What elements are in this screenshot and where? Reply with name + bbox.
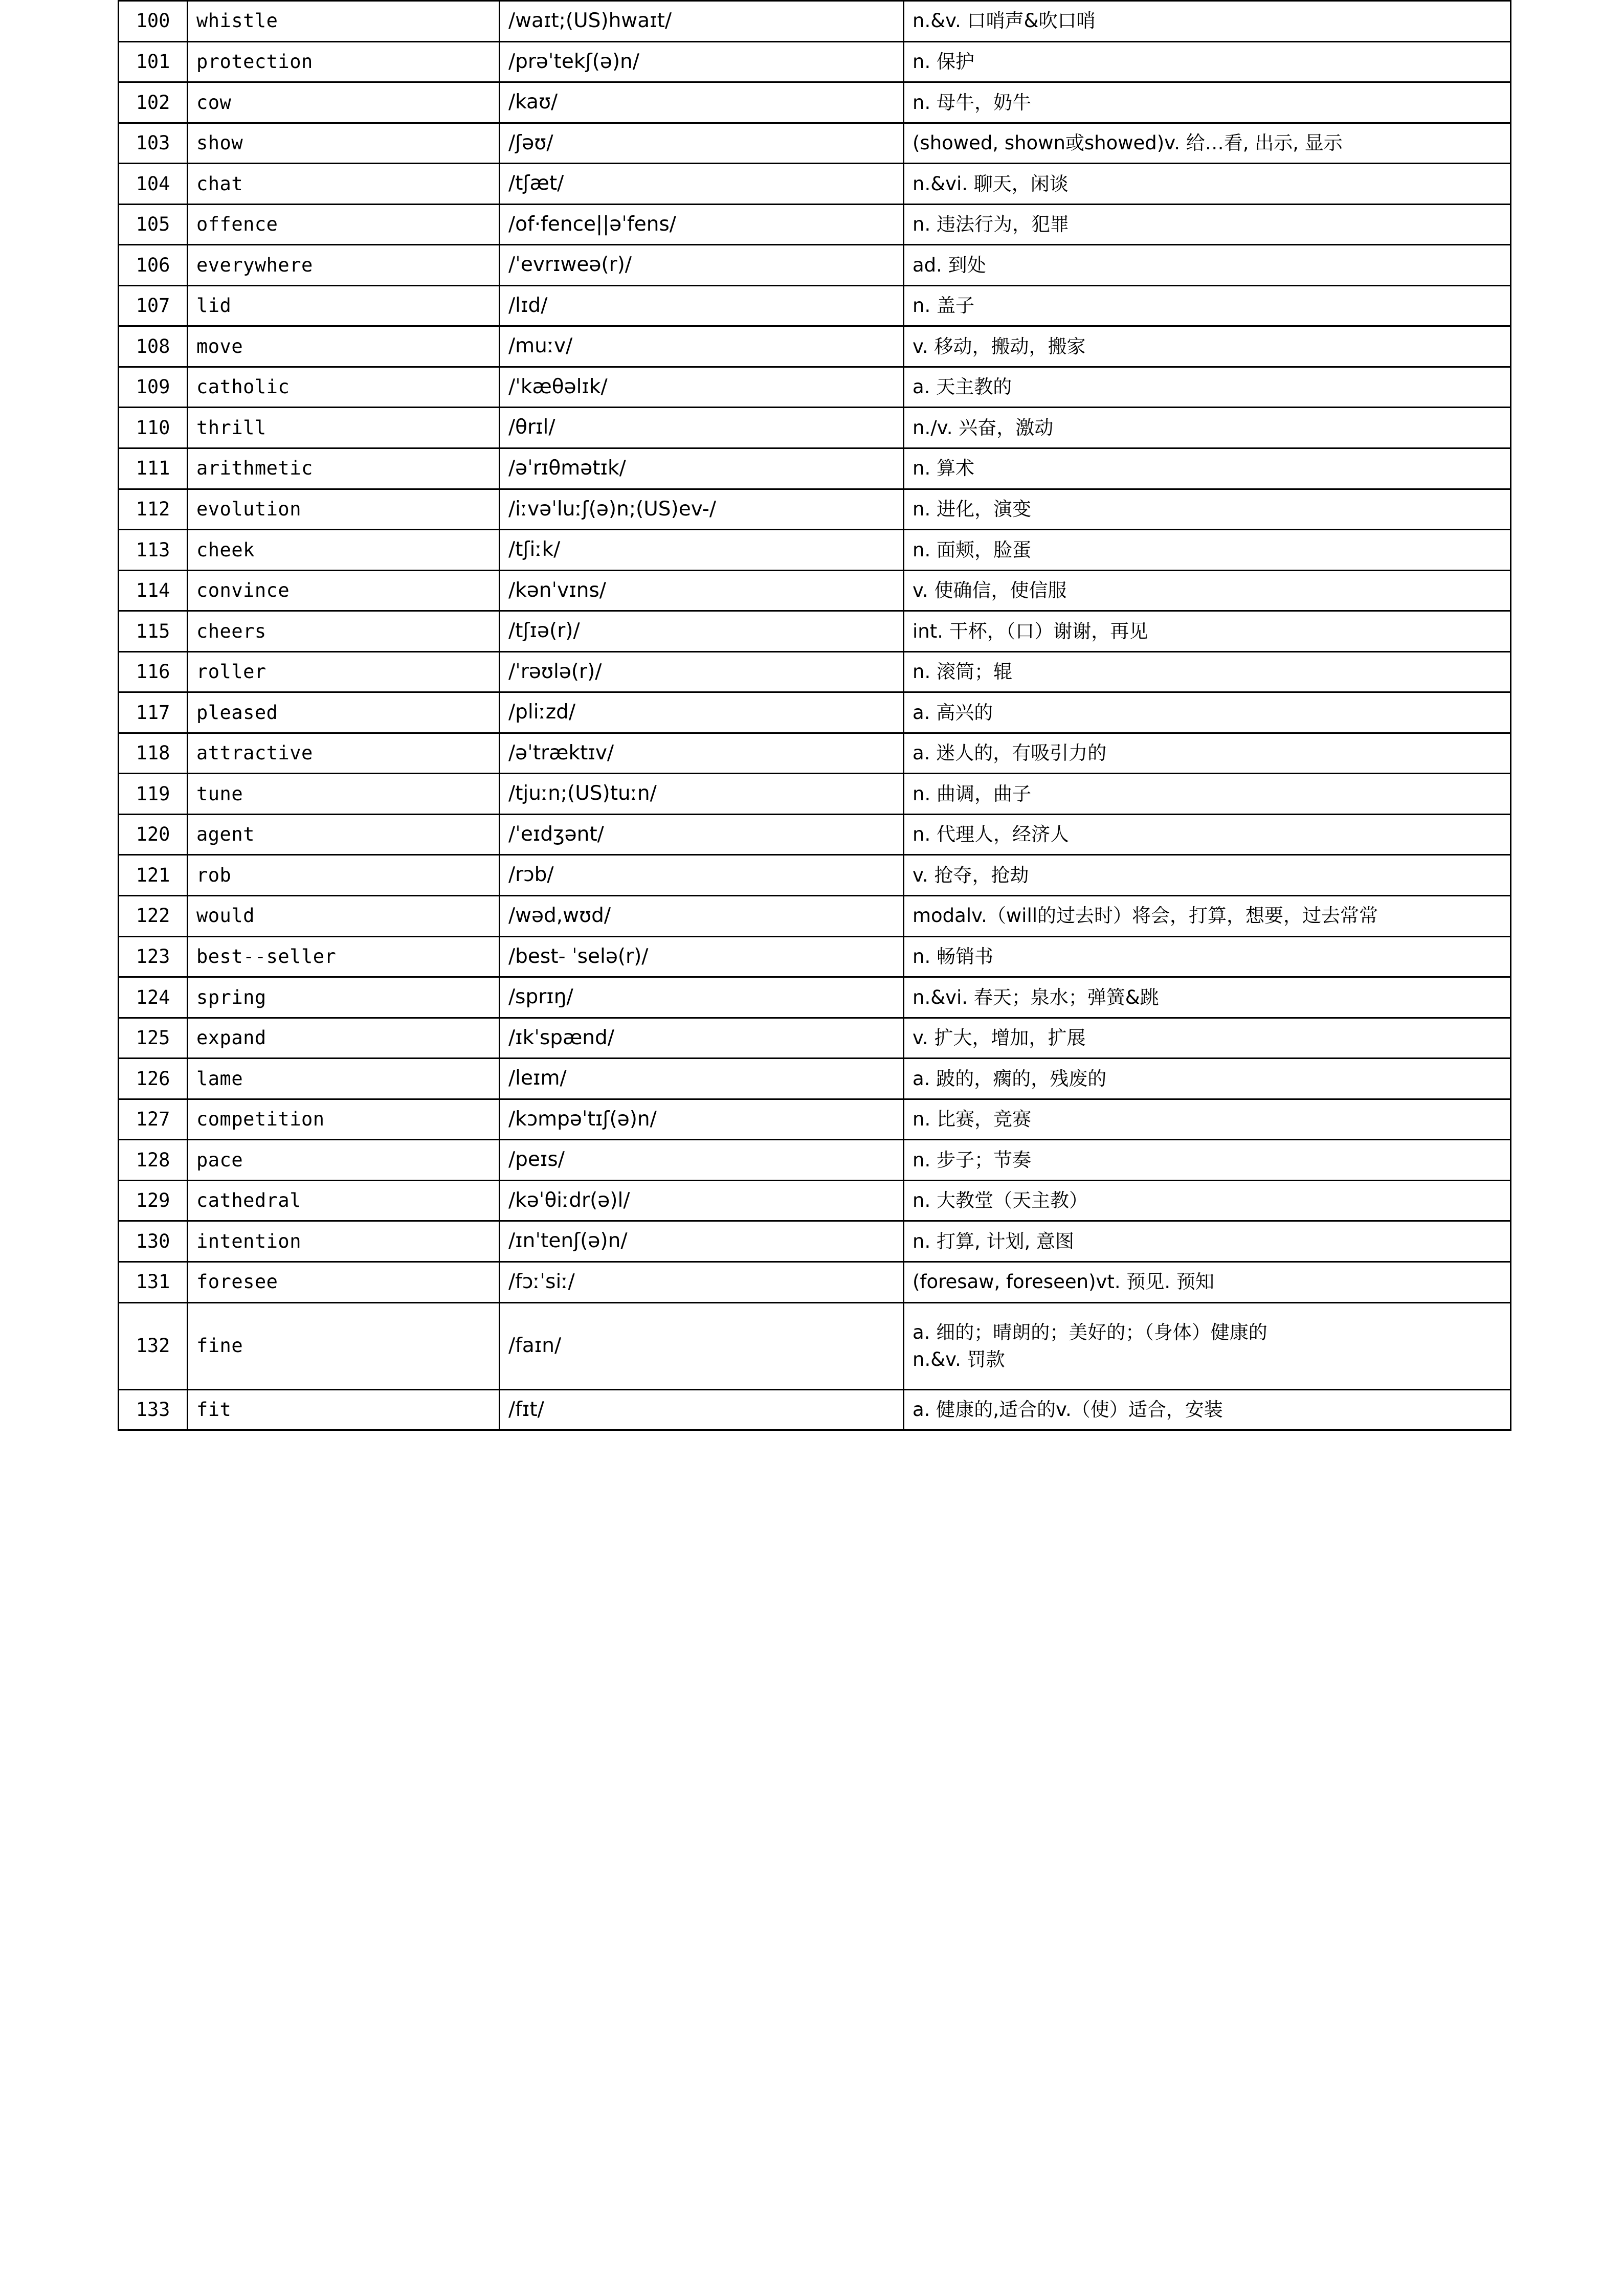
row-index: 126 bbox=[119, 1059, 188, 1099]
phonetic-text: /iːvəˈluːʃ(ə)n;(US)ev-/ bbox=[500, 489, 904, 530]
word-text: show bbox=[188, 123, 500, 164]
table-row bbox=[119, 1302, 1511, 1389]
row-index: 125 bbox=[119, 1018, 188, 1059]
word-text: fit bbox=[188, 1389, 500, 1430]
row-index: 112 bbox=[119, 489, 188, 530]
phonetic-text: /peɪs/ bbox=[500, 1140, 904, 1181]
row-index: 122 bbox=[119, 896, 188, 937]
phonetic-text: /ˈkæθəlɪk/ bbox=[500, 367, 904, 408]
row-index: 130 bbox=[119, 1221, 188, 1262]
meaning-text: n. 打算, 计划, 意图 bbox=[904, 1221, 1511, 1262]
row-index: 109 bbox=[119, 367, 188, 408]
phonetic-text: /leɪm/ bbox=[500, 1059, 904, 1099]
word-text: would bbox=[188, 896, 500, 937]
row-index: 105 bbox=[119, 204, 188, 245]
table-row bbox=[119, 855, 1511, 896]
table-body bbox=[119, 1, 1511, 1430]
phonetic-text: /rɔb/ bbox=[500, 855, 904, 896]
meaning-text: n. 盖子 bbox=[904, 285, 1511, 326]
table-row bbox=[119, 896, 1511, 937]
word-text: foresee bbox=[188, 1262, 500, 1302]
table-row bbox=[119, 204, 1511, 245]
word-text: evolution bbox=[188, 489, 500, 530]
row-index: 123 bbox=[119, 936, 188, 977]
meaning-text: n. 步子；节奏 bbox=[904, 1140, 1511, 1181]
table-row bbox=[119, 774, 1511, 815]
row-index: 107 bbox=[119, 285, 188, 326]
phonetic-text: /fɔːˈsiː/ bbox=[500, 1262, 904, 1302]
phonetic-text: /muːv/ bbox=[500, 326, 904, 367]
meaning-text: n. 算术 bbox=[904, 448, 1511, 489]
word-text: cow bbox=[188, 82, 500, 123]
word-text: cheers bbox=[188, 611, 500, 652]
table-row bbox=[119, 367, 1511, 408]
meaning-text: a. 跛的，瘸的，残废的 bbox=[904, 1059, 1511, 1099]
meaning-text: v. 抢夺，抢劫 bbox=[904, 855, 1511, 896]
word-text: tune bbox=[188, 774, 500, 815]
table-row bbox=[119, 651, 1511, 692]
phonetic-text: /tʃɪə(r)/ bbox=[500, 611, 904, 652]
word-text: pace bbox=[188, 1140, 500, 1181]
phonetic-text: /tjuːn;(US)tuːn/ bbox=[500, 774, 904, 815]
phonetic-text: /ɪkˈspænd/ bbox=[500, 1018, 904, 1059]
word-text: competition bbox=[188, 1099, 500, 1140]
word-text: protection bbox=[188, 41, 500, 82]
table-row bbox=[119, 164, 1511, 205]
table-row bbox=[119, 82, 1511, 123]
word-text: arithmetic bbox=[188, 448, 500, 489]
row-index: 133 bbox=[119, 1389, 188, 1430]
word-text: cheek bbox=[188, 530, 500, 571]
word-text: cathedral bbox=[188, 1180, 500, 1221]
table-row bbox=[119, 123, 1511, 164]
word-text: move bbox=[188, 326, 500, 367]
phonetic-text: /best- ˈselə(r)/ bbox=[500, 936, 904, 977]
row-index: 129 bbox=[119, 1180, 188, 1221]
meaning-text: modalv.（will的过去时）将会，打算，想要，过去常常 bbox=[904, 896, 1511, 937]
meaning-text: n. 代理人，经济人 bbox=[904, 814, 1511, 855]
meaning-text: a. 健康的,适合的v.（使）适合，安装 bbox=[904, 1389, 1511, 1430]
meaning-text: a. 高兴的 bbox=[904, 692, 1511, 733]
row-index: 131 bbox=[119, 1262, 188, 1302]
phonetic-text: /tʃæt/ bbox=[500, 164, 904, 205]
word-text: intention bbox=[188, 1221, 500, 1262]
meaning-text: n. 比赛，竞赛 bbox=[904, 1099, 1511, 1140]
meaning-text: a. 天主教的 bbox=[904, 367, 1511, 408]
row-index: 119 bbox=[119, 774, 188, 815]
row-index: 106 bbox=[119, 245, 188, 286]
meaning-text: n. 违法行为，犯罪 bbox=[904, 204, 1511, 245]
table-row bbox=[119, 326, 1511, 367]
meaning-text: a. 细的；晴朗的；美好的；（身体）健康的 n.&v. 罚款 bbox=[904, 1302, 1511, 1389]
word-text: convince bbox=[188, 570, 500, 611]
meaning-text: n. 母牛，奶牛 bbox=[904, 82, 1511, 123]
word-text: expand bbox=[188, 1018, 500, 1059]
word-text: thrill bbox=[188, 408, 500, 448]
table-row bbox=[119, 611, 1511, 652]
row-index: 120 bbox=[119, 814, 188, 855]
phonetic-text: /əˈtræktɪv/ bbox=[500, 733, 904, 774]
table-row bbox=[119, 489, 1511, 530]
row-index: 113 bbox=[119, 530, 188, 571]
phonetic-text: /ˈevrɪweə(r)/ bbox=[500, 245, 904, 286]
word-text: agent bbox=[188, 814, 500, 855]
row-index: 102 bbox=[119, 82, 188, 123]
phonetic-text: /ˈeɪdʒənt/ bbox=[500, 814, 904, 855]
word-text: attractive bbox=[188, 733, 500, 774]
row-index: 127 bbox=[119, 1099, 188, 1140]
word-text: offence bbox=[188, 204, 500, 245]
row-index: 117 bbox=[119, 692, 188, 733]
phonetic-text: /prəˈtekʃ(ə)n/ bbox=[500, 41, 904, 82]
word-text: rob bbox=[188, 855, 500, 896]
row-index: 100 bbox=[119, 1, 188, 42]
meaning-text: n. 面颊，脸蛋 bbox=[904, 530, 1511, 571]
vocabulary-table bbox=[118, 0, 1511, 1431]
row-index: 121 bbox=[119, 855, 188, 896]
meaning-text: int. 干杯，（口）谢谢，再见 bbox=[904, 611, 1511, 652]
word-text: lid bbox=[188, 285, 500, 326]
word-text: pleased bbox=[188, 692, 500, 733]
phonetic-text: /wəd,wʊd/ bbox=[500, 896, 904, 937]
meaning-text: n. 曲调，曲子 bbox=[904, 774, 1511, 815]
word-text: everywhere bbox=[188, 245, 500, 286]
word-text: lame bbox=[188, 1059, 500, 1099]
meaning-text: ad. 到处 bbox=[904, 245, 1511, 286]
meaning-text: n. 进化，演变 bbox=[904, 489, 1511, 530]
meaning-text: n.&vi. 春天；泉水；弹簧&跳 bbox=[904, 977, 1511, 1018]
table-row bbox=[119, 733, 1511, 774]
table-row bbox=[119, 1221, 1511, 1262]
phonetic-text: /ˈrəʊlə(r)/ bbox=[500, 651, 904, 692]
meaning-text: (showed, shown或showed)v. 给…看, 出示, 显示 bbox=[904, 123, 1511, 164]
phonetic-text: /kənˈvɪns/ bbox=[500, 570, 904, 611]
row-index: 128 bbox=[119, 1140, 188, 1181]
meaning-text: n. 滚筒；辊 bbox=[904, 651, 1511, 692]
phonetic-text: /ɪnˈtenʃ(ə)n/ bbox=[500, 1221, 904, 1262]
table-row bbox=[119, 936, 1511, 977]
row-index: 110 bbox=[119, 408, 188, 448]
phonetic-text: /kəˈθiːdr(ə)l/ bbox=[500, 1180, 904, 1221]
phonetic-text: /faɪn/ bbox=[500, 1302, 904, 1389]
row-index: 124 bbox=[119, 977, 188, 1018]
phonetic-text: /lɪd/ bbox=[500, 285, 904, 326]
row-index: 111 bbox=[119, 448, 188, 489]
row-index: 104 bbox=[119, 164, 188, 205]
table-row bbox=[119, 41, 1511, 82]
row-index: 108 bbox=[119, 326, 188, 367]
word-text: chat bbox=[188, 164, 500, 205]
table-row bbox=[119, 285, 1511, 326]
phonetic-text: /kɔmpəˈtɪʃ(ə)n/ bbox=[500, 1099, 904, 1140]
phonetic-text: /sprɪŋ/ bbox=[500, 977, 904, 1018]
table-row bbox=[119, 245, 1511, 286]
word-text: best--seller bbox=[188, 936, 500, 977]
phonetic-text: /fɪt/ bbox=[500, 1389, 904, 1430]
phonetic-text: /tʃiːk/ bbox=[500, 530, 904, 571]
meaning-text: v. 扩大，增加，扩展 bbox=[904, 1018, 1511, 1059]
row-index: 115 bbox=[119, 611, 188, 652]
table-row bbox=[119, 1262, 1511, 1302]
word-text: fine bbox=[188, 1302, 500, 1389]
row-index: 116 bbox=[119, 651, 188, 692]
row-index: 101 bbox=[119, 41, 188, 82]
table-row bbox=[119, 692, 1511, 733]
phonetic-text: /pliːzd/ bbox=[500, 692, 904, 733]
table-row bbox=[119, 448, 1511, 489]
table-row bbox=[119, 1389, 1511, 1430]
table-row bbox=[119, 977, 1511, 1018]
phonetic-text: /waɪt;(US)hwaɪt/ bbox=[500, 1, 904, 42]
row-index: 103 bbox=[119, 123, 188, 164]
table-row bbox=[119, 1140, 1511, 1181]
table-row bbox=[119, 1099, 1511, 1140]
table-row bbox=[119, 1, 1511, 42]
phonetic-text: /əˈrɪθmətɪk/ bbox=[500, 448, 904, 489]
row-index: 118 bbox=[119, 733, 188, 774]
table-row bbox=[119, 1018, 1511, 1059]
table-row bbox=[119, 1180, 1511, 1221]
meaning-text: n. 大教堂（天主教） bbox=[904, 1180, 1511, 1221]
table-row bbox=[119, 570, 1511, 611]
phonetic-text: /θrɪl/ bbox=[500, 408, 904, 448]
phonetic-text: /of·fence||əˈfens/ bbox=[500, 204, 904, 245]
table-row bbox=[119, 814, 1511, 855]
word-text: whistle bbox=[188, 1, 500, 42]
meaning-text: n./v. 兴奋，激动 bbox=[904, 408, 1511, 448]
word-text: spring bbox=[188, 977, 500, 1018]
meaning-text: n.&v. 口哨声&吹口哨 bbox=[904, 1, 1511, 42]
table-row bbox=[119, 530, 1511, 571]
word-text: roller bbox=[188, 651, 500, 692]
phonetic-text: /ʃəʊ/ bbox=[500, 123, 904, 164]
phonetic-text: /kaʊ/ bbox=[500, 82, 904, 123]
meaning-text: v. 使确信，使信服 bbox=[904, 570, 1511, 611]
table-row bbox=[119, 1059, 1511, 1099]
row-index: 114 bbox=[119, 570, 188, 611]
meaning-text: n. 保护 bbox=[904, 41, 1511, 82]
meaning-text: v. 移动，搬动，搬家 bbox=[904, 326, 1511, 367]
table-row bbox=[119, 408, 1511, 448]
meaning-text: a. 迷人的，有吸引力的 bbox=[904, 733, 1511, 774]
meaning-text: n. 畅销书 bbox=[904, 936, 1511, 977]
word-text: catholic bbox=[188, 367, 500, 408]
row-index: 132 bbox=[119, 1302, 188, 1389]
meaning-text: (foresaw, foreseen)vt. 预见. 预知 bbox=[904, 1262, 1511, 1302]
meaning-text: n.&vi. 聊天，闲谈 bbox=[904, 164, 1511, 205]
